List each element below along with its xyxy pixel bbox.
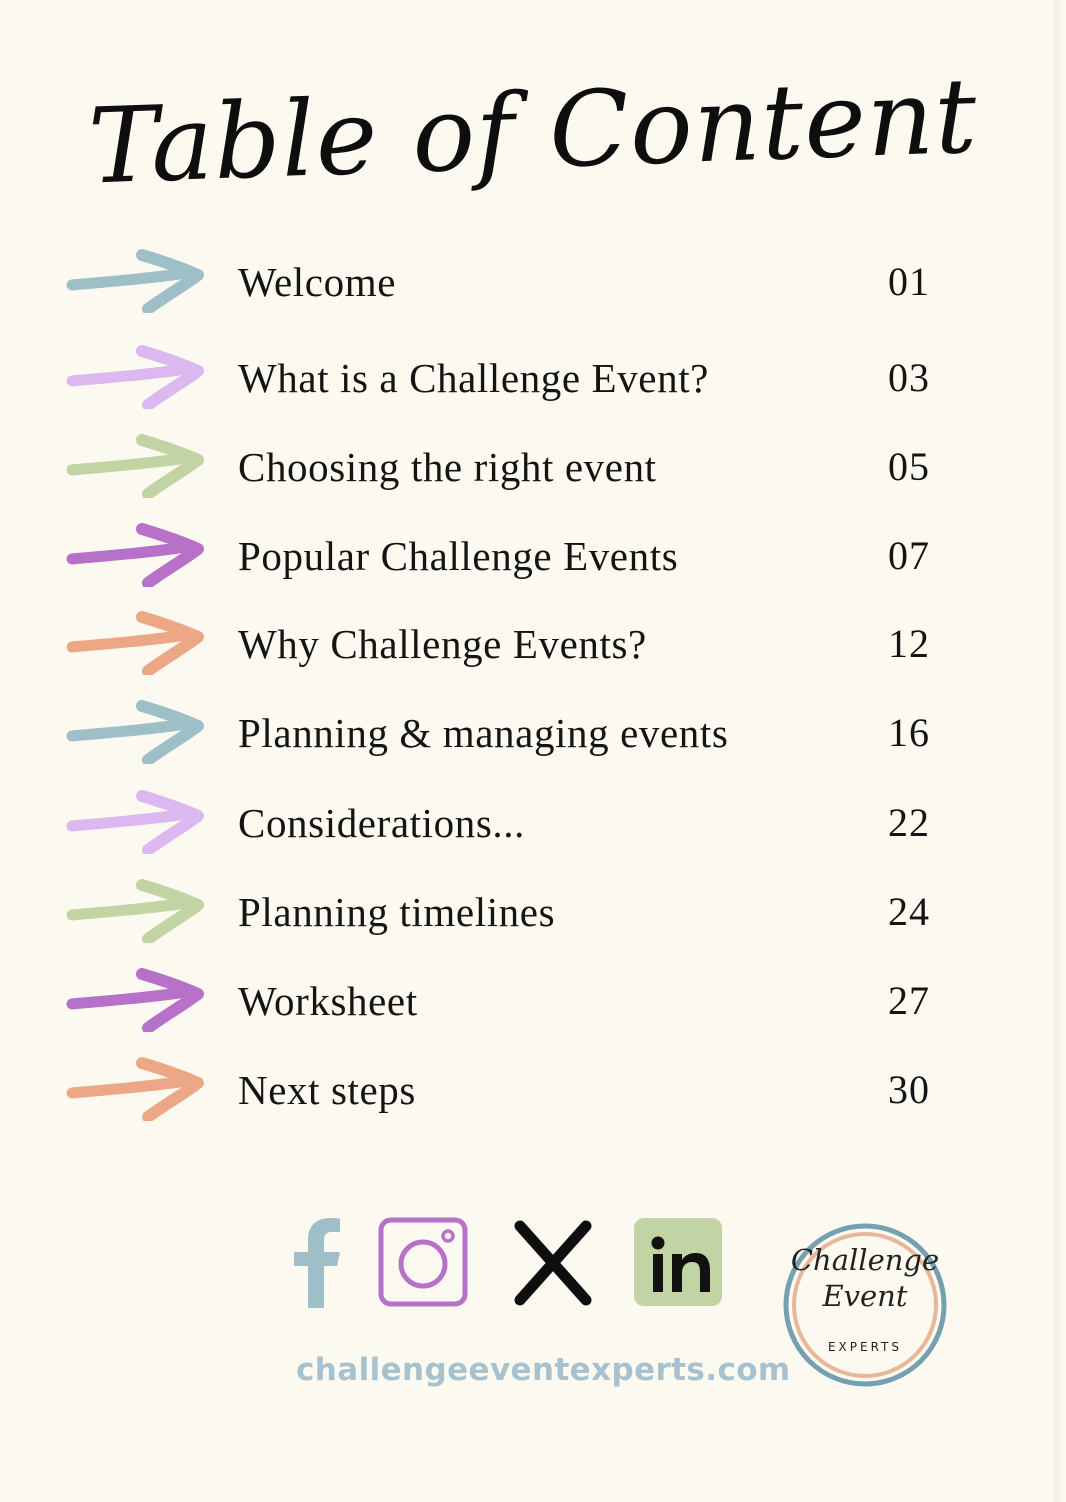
arrow-right-icon [66,700,206,764]
arrow-right-icon [66,523,206,587]
toc-item-label: Worksheet [238,978,418,1024]
arrow-right-icon [66,611,206,675]
toc-item-page: 30 [888,1067,930,1112]
toc-item-label: Planning timelines [238,889,556,935]
toc-item-page: 16 [888,710,930,755]
x-icon[interactable] [508,1216,596,1308]
toc-item-page: 01 [888,259,930,304]
toc-item-page: 12 [888,621,930,666]
facebook-icon[interactable] [286,1216,346,1308]
logo-line-event: Event [822,1279,908,1313]
toc-item-page: 24 [888,889,930,934]
toc-item[interactable] [60,432,960,502]
logo-subtitle: EXPERTS [827,1340,903,1354]
toc-item[interactable] [60,877,960,947]
toc-item-label: Next steps [238,1067,416,1113]
toc-item-page: 03 [888,355,930,400]
linkedin-icon[interactable] [632,1216,724,1308]
toc-item[interactable] [60,609,960,679]
toc-item[interactable] [60,966,960,1036]
arrow-right-icon [66,879,206,943]
instagram-icon[interactable] [378,1216,468,1308]
logo-script [782,1242,948,1314]
toc-item[interactable] [60,521,960,591]
arrow-right-icon [66,968,206,1032]
toc-item-label: What is a Challenge Event? [238,355,709,401]
toc-item-page: 07 [888,533,930,578]
toc-item-page: 05 [888,444,930,489]
challenge-event-experts-logo [782,1222,948,1388]
arrow-right-icon [66,1057,206,1121]
toc-item[interactable] [60,343,960,413]
website-link[interactable]: challengeeventexperts.com [296,1352,791,1388]
toc-item-label: Choosing the right event [238,444,657,490]
toc-item-label: Popular Challenge Events [238,533,679,579]
arrow-right-icon [66,345,206,409]
toc-item-label: Welcome [238,259,396,305]
page-edge [1054,0,1060,1502]
arrow-right-icon [66,249,206,313]
toc-item[interactable] [60,698,960,768]
toc-item[interactable] [60,1055,960,1125]
arrow-right-icon [66,790,206,854]
arrow-right-icon [66,434,206,498]
toc-item-label: Considerations... [238,800,525,846]
toc-item-page: 27 [888,978,930,1023]
toc-item[interactable] [60,247,960,317]
toc-item[interactable] [60,788,960,858]
page-title: Table of Content [86,54,980,208]
logo-line-challenge: Challenge [790,1243,940,1277]
toc-item-page: 22 [888,800,930,845]
toc-item-label: Planning & managing events [238,710,729,756]
toc-item-label: Why Challenge Events? [238,621,647,667]
